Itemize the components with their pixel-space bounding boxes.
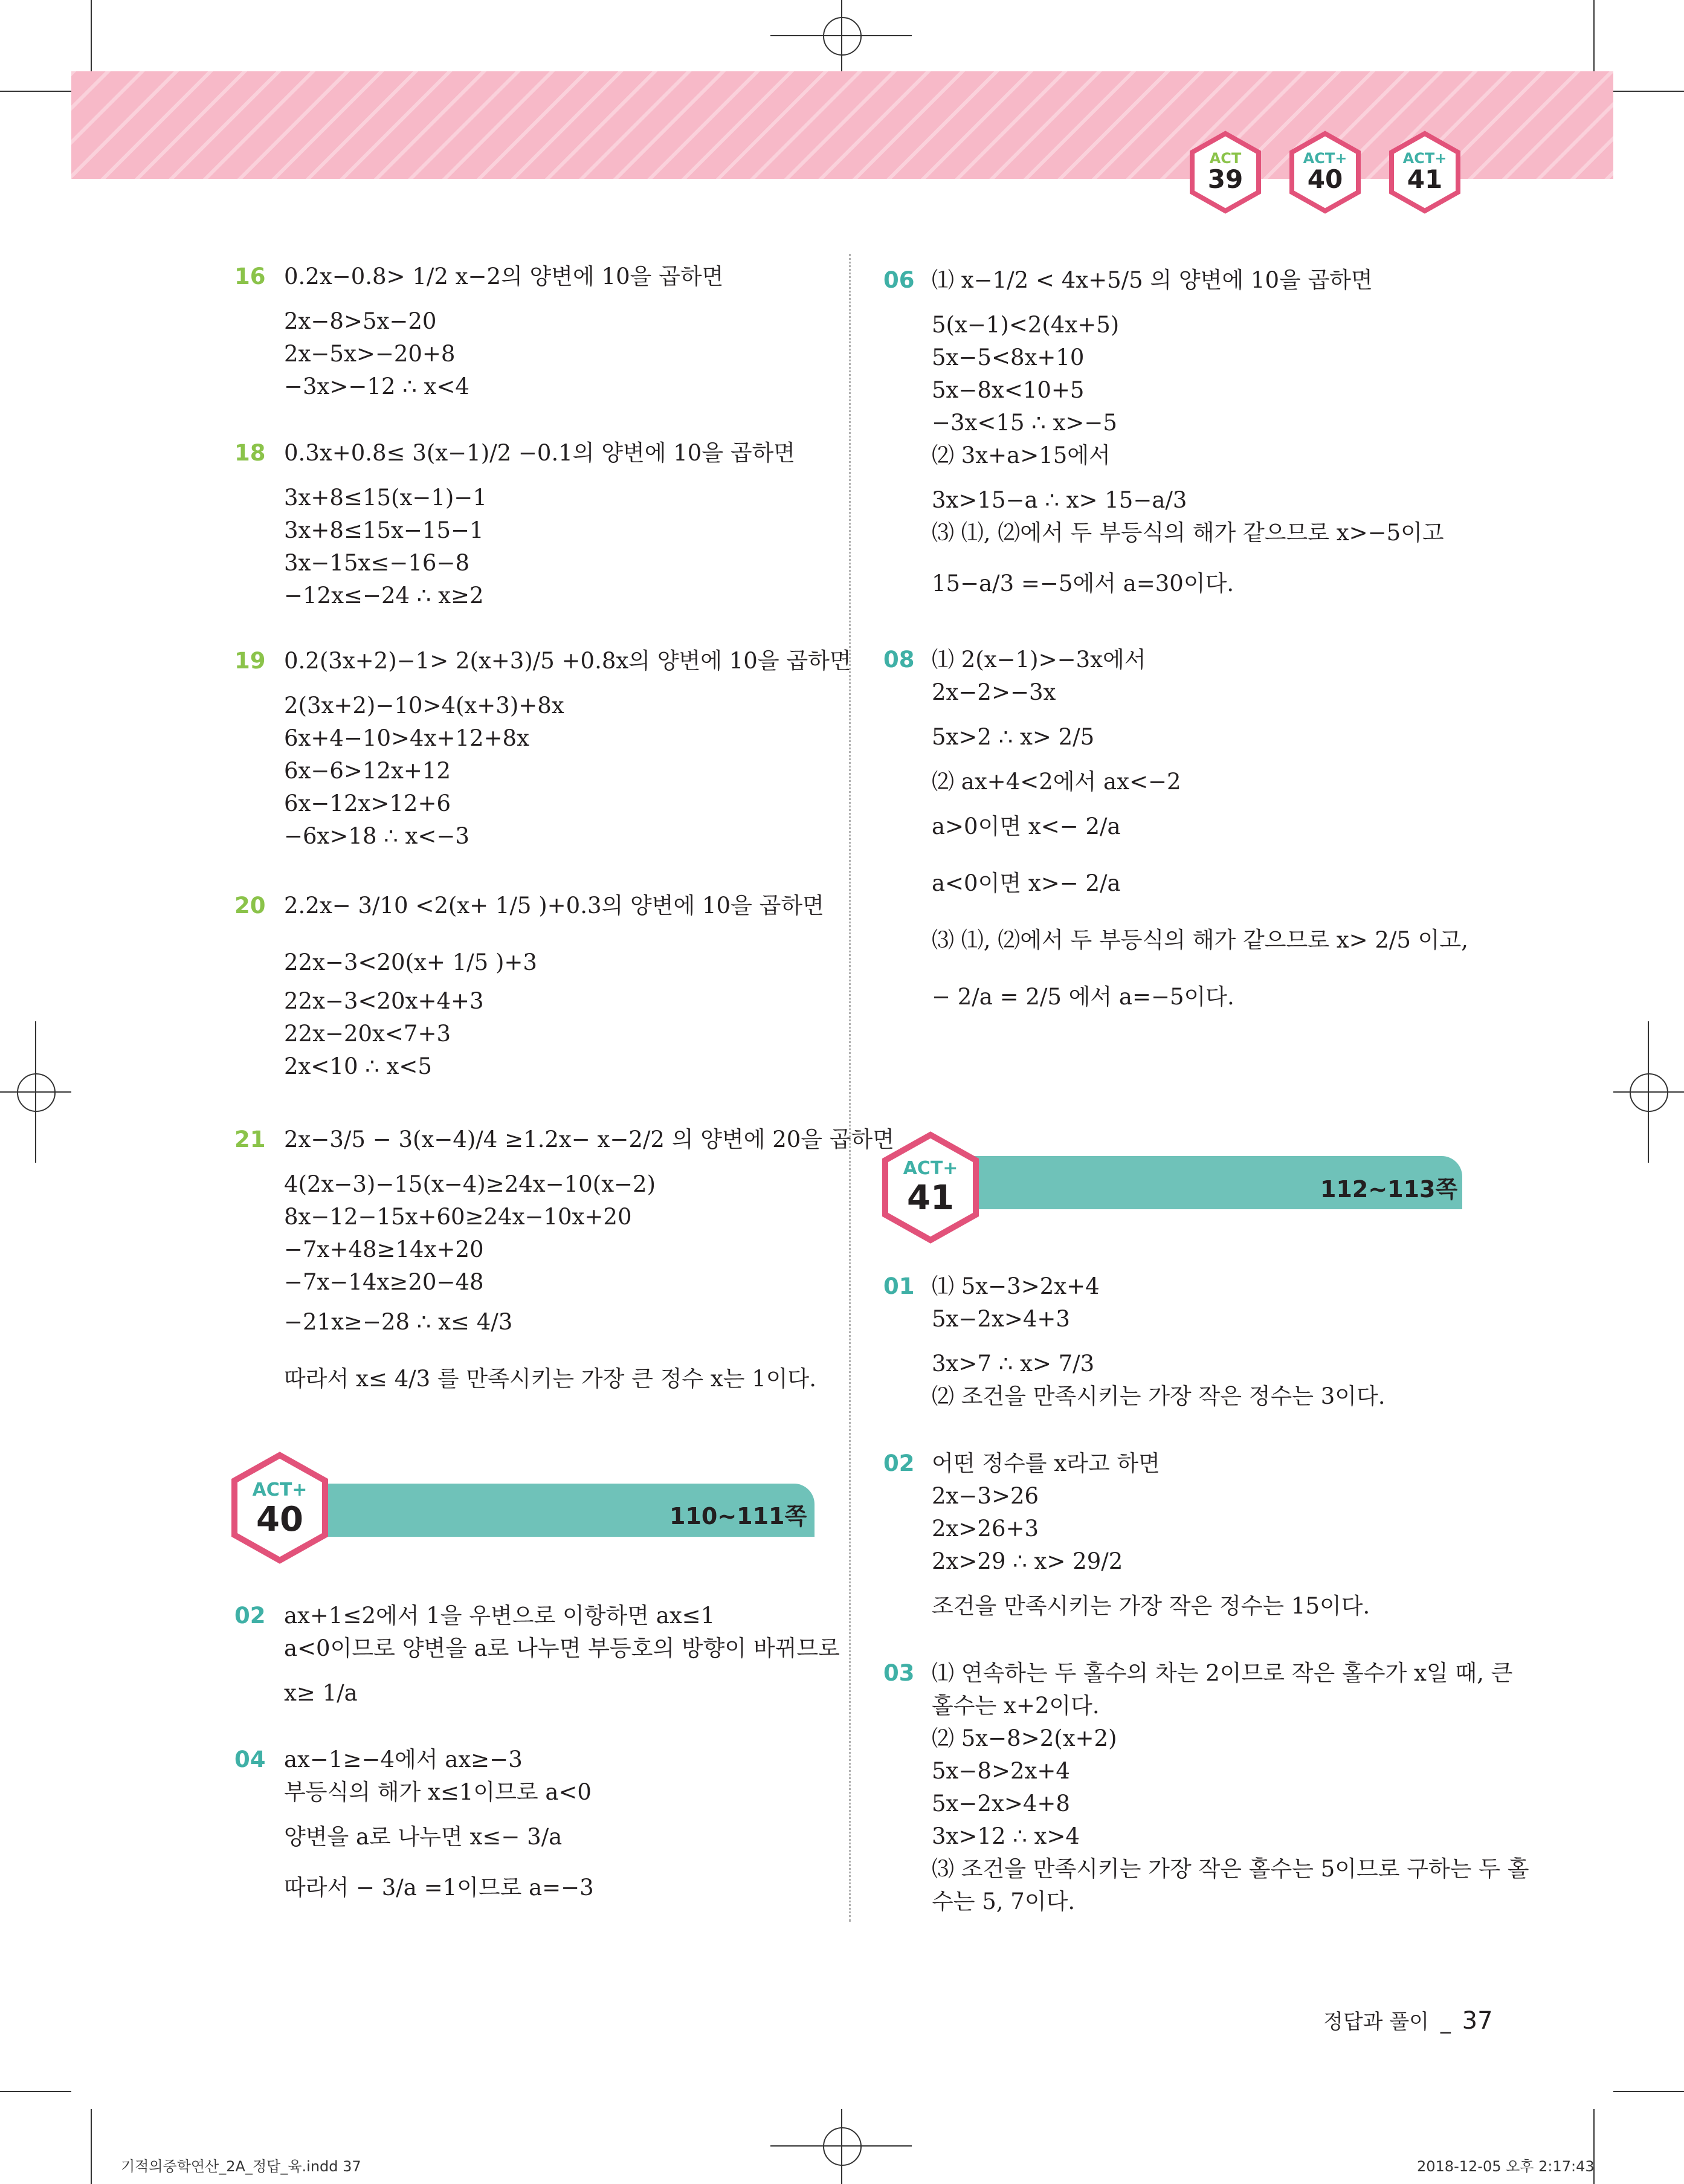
header-band bbox=[71, 71, 1613, 179]
section-act40-badge-num: 40 bbox=[256, 1500, 303, 1539]
header-badge-top: ACT+ bbox=[1402, 150, 1447, 167]
problem-number: 21 bbox=[234, 1126, 266, 1152]
solution-line: −7x+48≥14x+20 bbox=[284, 1236, 484, 1262]
solution-line: 15−a/3 =−5에서 a=30이다. bbox=[932, 570, 1234, 596]
section-act41-badge-top: ACT+ bbox=[903, 1158, 958, 1179]
solution-line: −21x≥−28 ∴ x≤ 4/3 bbox=[284, 1309, 513, 1335]
solution-line: −6x>18 ∴ x<−3 bbox=[284, 823, 469, 849]
solution-line: 3x>12 ∴ x>4 bbox=[932, 1823, 1080, 1849]
solution-line: 5x−8x<10+5 bbox=[932, 377, 1085, 403]
solution-line: 3x+8≤15x−15−1 bbox=[284, 517, 484, 543]
solution-line: 22x−20x<7+3 bbox=[284, 1021, 451, 1047]
solution-line: 5x−8>2x+4 bbox=[932, 1758, 1070, 1784]
solution-line: 22x−3<20(x+ 1/5 )+3 bbox=[284, 949, 537, 975]
header-badge-num: 41 bbox=[1407, 164, 1443, 194]
page-separator: _ bbox=[1440, 2010, 1451, 2034]
solution-line: 2x>29 ∴ x> 29/2 bbox=[932, 1548, 1123, 1574]
solution-line: a<0이므로 양변을 a로 나누면 부등호의 방향이 바뀌므로 bbox=[284, 1635, 840, 1661]
problem-number: 16 bbox=[234, 263, 266, 289]
solution-line: −12x≤−24 ∴ x≥2 bbox=[284, 583, 484, 609]
solution-line: ax−1≥−4에서 ax≥−3 bbox=[284, 1746, 523, 1772]
solution-line: 3x+8≤15(x−1)−1 bbox=[284, 485, 487, 511]
solution-line: 2x−3/5 − 3(x−4)/4 ≥1.2x− x−2/2 의 양변에 20을 곱하면 bbox=[284, 1126, 895, 1152]
section-act40-range: 110~111쪽 bbox=[669, 1503, 807, 1530]
solution-line: 5x>2 ∴ x> 2/5 bbox=[932, 724, 1095, 750]
page-footer bbox=[1323, 2005, 1493, 2035]
solution-line: 22x−3<20x+4+3 bbox=[284, 988, 484, 1014]
solution-line: 3x>7 ∴ x> 7/3 bbox=[932, 1351, 1095, 1377]
solution-line: −3x>−12 ∴ x<4 bbox=[284, 373, 469, 399]
solution-line: 2(3x+2)−10>4(x+3)+8x bbox=[284, 693, 564, 719]
registration-mark-top bbox=[823, 17, 862, 56]
solution-line: −3x<15 ∴ x>−5 bbox=[932, 410, 1117, 436]
solution-line: ⑶ 조건을 만족시키는 가장 작은 홀수는 5이므로 구하는 두 홀 bbox=[932, 1856, 1529, 1882]
section-act40-badge-top: ACT+ bbox=[252, 1479, 308, 1501]
solution-line: 홀수는 x+2이다. bbox=[932, 1693, 1100, 1719]
solution-line: 2x<10 ∴ x<5 bbox=[284, 1053, 432, 1079]
problem-number: 03 bbox=[883, 1660, 915, 1686]
file-info: 기적의중학연산_2A_정답_육.indd 37 bbox=[121, 2158, 361, 2175]
problem-number: 20 bbox=[234, 893, 266, 919]
page-number: 37 bbox=[1462, 2007, 1493, 2035]
solution-line: 양변을 a로 나누면 x≤− 3/a bbox=[284, 1824, 563, 1850]
problem-number: 01 bbox=[883, 1273, 915, 1299]
solution-line: 6x−6>12x+12 bbox=[284, 758, 451, 784]
solution-line: 2x−2>−3x bbox=[932, 679, 1056, 705]
solution-line: ⑵ 5x−8>2(x+2) bbox=[932, 1725, 1117, 1751]
solution-line: 조건을 만족시키는 가장 작은 정수는 15이다. bbox=[932, 1593, 1370, 1619]
problem-number: 18 bbox=[234, 440, 266, 466]
solution-line: 0.2(3x+2)−1> 2(x+3)/5 +0.8x의 양변에 10을 곱하면 bbox=[284, 648, 851, 674]
problem-number: 08 bbox=[883, 647, 915, 673]
solution-line: ⑵ ax+4<2에서 ax<−2 bbox=[932, 769, 1181, 795]
solution-line: ⑶ ⑴, ⑵에서 두 부등식의 해가 같으므로 x> 2/5 이고, bbox=[932, 927, 1468, 953]
column-separator bbox=[849, 254, 851, 1922]
solution-line: ⑴ 연속하는 두 홀수의 차는 2이므로 작은 홀수가 x일 때, 큰 bbox=[932, 1660, 1513, 1686]
solution-line: 5(x−1)<2(4x+5) bbox=[932, 312, 1120, 338]
header-badge-num: 40 bbox=[1307, 164, 1343, 194]
solution-line: −7x−14x≥20−48 bbox=[284, 1269, 484, 1295]
solution-line: 2.2x− 3/10 <2(x+ 1/5 )+0.3의 양변에 10을 곱하면 bbox=[284, 893, 824, 919]
solution-line: 6x+4−10>4x+12+8x bbox=[284, 725, 529, 751]
header-badge-num: 39 bbox=[1207, 164, 1244, 194]
solution-line: 2x−5x>−20+8 bbox=[284, 341, 456, 367]
problem-number: 06 bbox=[883, 267, 915, 293]
solution-line: 2x−3>26 bbox=[932, 1483, 1039, 1509]
solution-line: 8x−12−15x+60≥24x−10x+20 bbox=[284, 1204, 632, 1230]
registration-mark-bottom bbox=[823, 2127, 862, 2166]
solution-line: 3x−15x≤−16−8 bbox=[284, 550, 469, 576]
solution-line: − 2/a = 2/5 에서 a=−5이다. bbox=[932, 984, 1234, 1010]
section-act41-badge-num: 41 bbox=[907, 1178, 954, 1218]
solution-line: a<0이면 x>− 2/a bbox=[932, 870, 1121, 896]
solution-line: 부등식의 해가 x≤1이므로 a<0 bbox=[284, 1779, 592, 1805]
solution-line: 3x>15−a ∴ x> 15−a/3 bbox=[932, 487, 1187, 513]
solution-line: x≥ 1/a bbox=[284, 1680, 358, 1706]
solution-line: ⑴ x−1/2 < 4x+5/5 의 양변에 10을 곱하면 bbox=[932, 267, 1373, 293]
solution-line: a>0이면 x<− 2/a bbox=[932, 813, 1121, 839]
solution-line: ⑶ ⑴, ⑵에서 두 부등식의 해가 같으므로 x>−5이고 bbox=[932, 520, 1444, 546]
solution-line: 5x−5<8x+10 bbox=[932, 344, 1085, 370]
solution-line: 0.3x+0.8≤ 3(x−1)/2 −0.1의 양변에 10을 곱하면 bbox=[284, 440, 796, 466]
solution-line: 따라서 − 3/a =1이므로 a=−3 bbox=[284, 1875, 594, 1901]
registration-mark-left bbox=[17, 1073, 56, 1112]
solution-line: 5x−2x>4+3 bbox=[932, 1306, 1070, 1332]
solution-line: 어떤 정수를 x라고 하면 bbox=[932, 1450, 1160, 1476]
header-badge-top: ACT+ bbox=[1303, 150, 1347, 167]
problem-number: 02 bbox=[883, 1450, 915, 1476]
solution-line: 수는 5, 7이다. bbox=[932, 1888, 1076, 1914]
solution-line: ⑵ 조건을 만족시키는 가장 작은 정수는 3이다. bbox=[932, 1383, 1386, 1409]
solution-line: ⑴ 5x−3>2x+4 bbox=[932, 1273, 1100, 1299]
date-info: 2018-12-05 오후 2:17:43 bbox=[1417, 2158, 1595, 2175]
solution-line: ⑴ 2(x−1)>−3x에서 bbox=[932, 647, 1146, 673]
registration-mark-right bbox=[1630, 1073, 1668, 1112]
section-act41-range: 112~113쪽 bbox=[1320, 1176, 1458, 1203]
header-badge-top: ACT bbox=[1209, 150, 1242, 167]
solution-line: 0.2x−0.8> 1/2 x−2의 양변에 10을 곱하면 bbox=[284, 263, 724, 289]
solution-line: ax+1≤2에서 1을 우변으로 이항하면 ax≤1 bbox=[284, 1603, 715, 1629]
problem-number: 02 bbox=[234, 1603, 266, 1629]
solution-line: 5x−2x>4+8 bbox=[932, 1791, 1070, 1817]
solution-line: ⑵ 3x+a>15에서 bbox=[932, 442, 1111, 468]
solution-line: 2x−8>5x−20 bbox=[284, 308, 437, 334]
solution-line: 4(2x−3)−15(x−4)≥24x−10(x−2) bbox=[284, 1171, 656, 1197]
solution-line: 따라서 x≤ 4/3 를 만족시키는 가장 큰 정수 x는 1이다. bbox=[284, 1366, 817, 1392]
solution-line: 6x−12x>12+6 bbox=[284, 790, 451, 816]
problem-number: 04 bbox=[234, 1746, 266, 1772]
solution-line: 2x>26+3 bbox=[932, 1516, 1039, 1542]
problem-number: 19 bbox=[234, 648, 266, 674]
page-label: 정답과 풀이 bbox=[1323, 2010, 1430, 2034]
